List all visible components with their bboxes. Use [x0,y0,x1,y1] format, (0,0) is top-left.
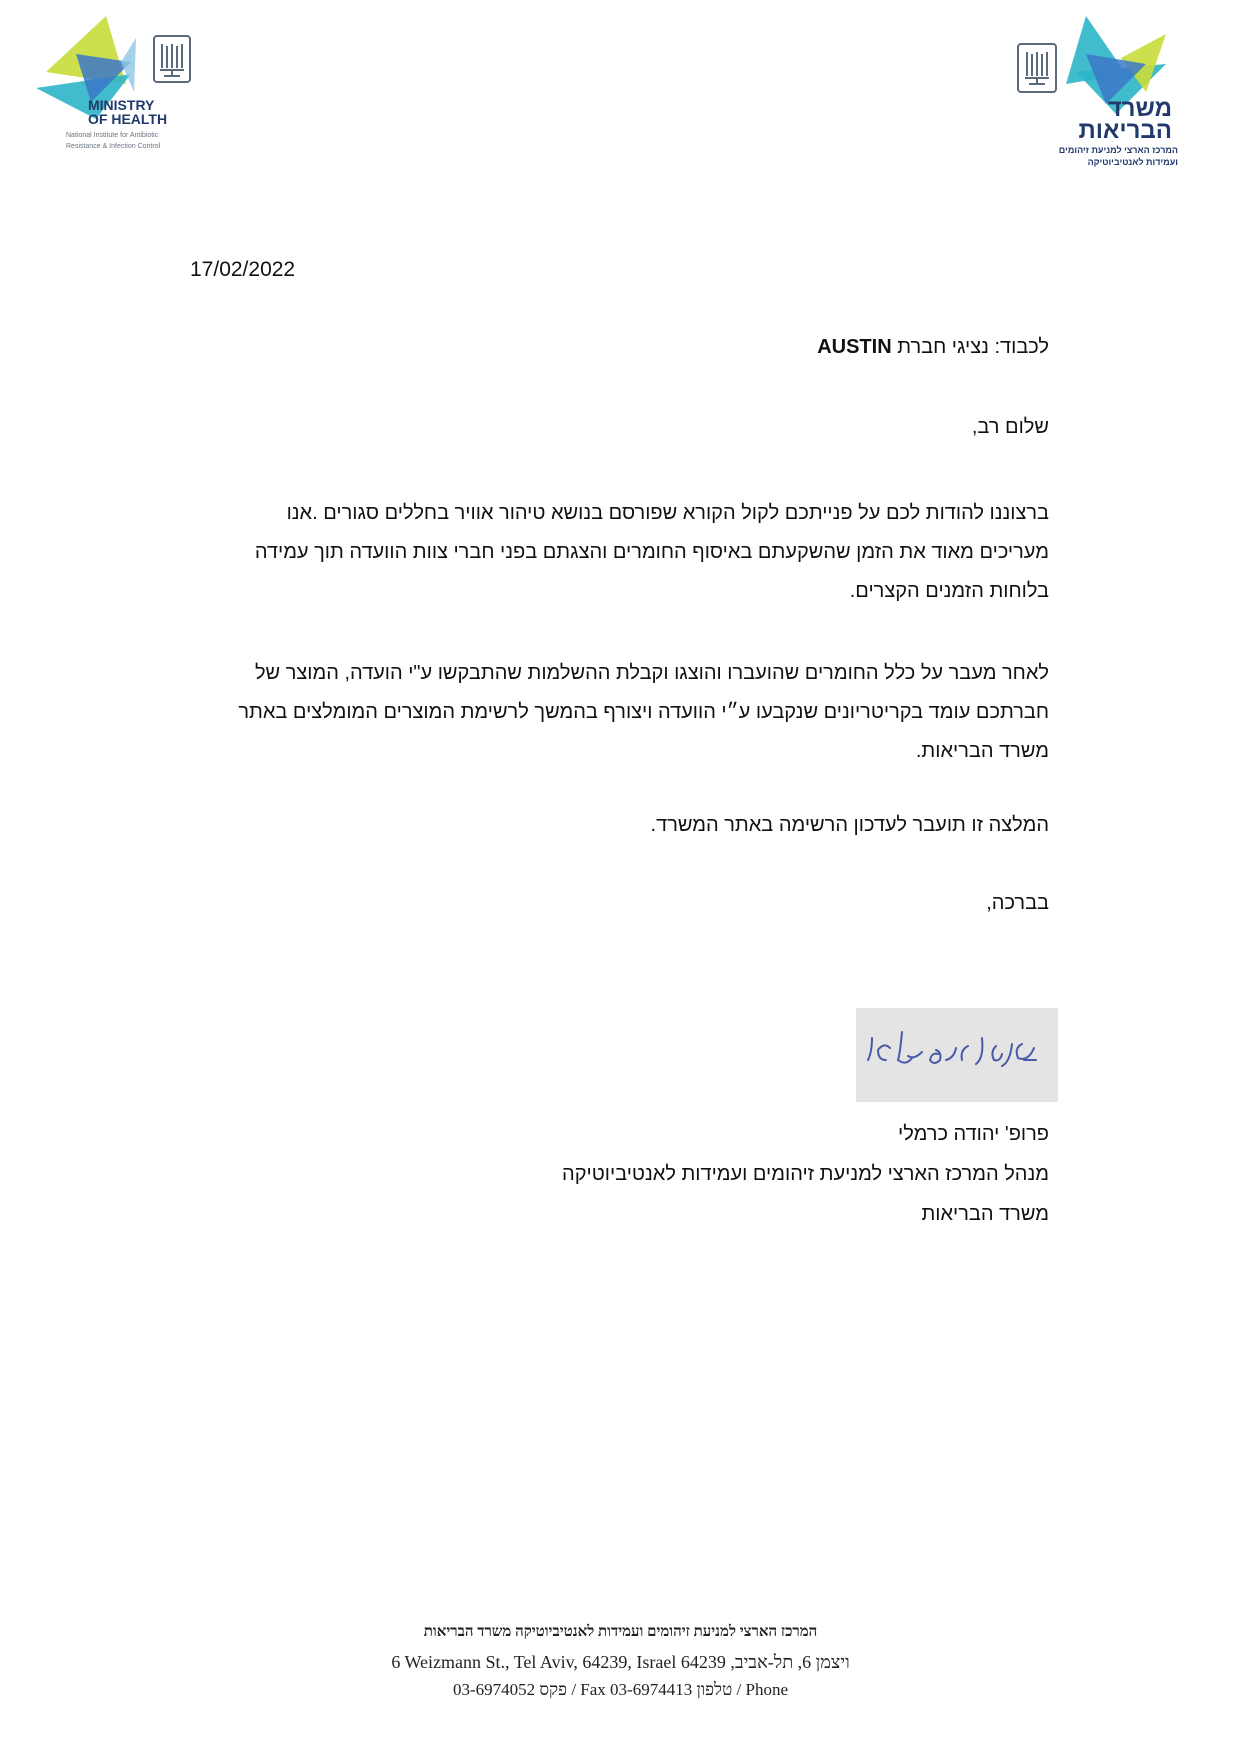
greeting: שלום רב, [971,416,1049,438]
signer-title: מנהל המרכז הארצי למניעת זיהומים ועמידות לאנטיביוטיקה [562,1163,1049,1185]
paragraph-line: מעריכים מאוד את הזמן שהשקעתם באיסוף החומרים והצגתם בפני חברי צוות הוועדה תוך עמידה [254,541,1049,563]
paragraph-line: ברצוננו להודות לכם על פנייתכם לקול הקורא שפורסם בנושא טיהור אוויר בחללים סגורים .אנו [286,502,1049,524]
company-name: AUSTIN [817,336,892,358]
logo-hebrew-institute-line2: ועמידות לאנטיביוטיקה [1087,157,1178,167]
paragraph-recommendation: המלצה זו תועבר לעדכון הרשימה באתר המשרד. [650,814,1049,836]
logo-of-health-text: OF HEALTH [88,111,168,127]
footer-contact: 03-6974052 פקס / Fax 03-6974413 טלפון / Phone [452,1680,789,1699]
paragraph-thanks [209,494,1049,611]
logo-hebrew-institute-line1: המרכז הארצי למניעת זיהומים [1058,145,1178,155]
handwritten-signature-icon [856,1008,1058,1102]
logo-hebrew-ministry-text: משרד [1107,95,1172,122]
signer-block [562,1114,1049,1234]
closing: בברכה, [986,892,1049,914]
addressee-line [817,336,1049,359]
paragraph-line: בלוחות הזמנים הקצרים. [849,580,1049,602]
logo-ministry-text: MINISTRY [88,97,155,113]
footer-institute-name: המרכז הארצי למניעת זיהומים ועמידות לאנטיביוטיקה משרד הבריאות [423,1624,818,1640]
letter-date: 17/02/2022 [190,258,296,281]
signature-image [856,1008,1058,1102]
signer-organization: משרד הבריאות [921,1203,1049,1225]
footer-address: 6 Weizmann St., Tel Aviv, 64239, Israel 64239 ,ויצמן 6, תל-אביב [391,1652,850,1672]
paragraph-line: לאחר מעבר על כלל החומרים שהועברו והוצגו וקבלת ההשלמות שהתבקשו ע"י הועדה, המוצר של [254,662,1049,684]
addressee-prefix: לכבוד: נציגי חברת [897,336,1049,358]
paragraph-line: חברתכם עומד בקריטריונים שנקבעו ע״י הוועדה ויצורף בהמשך לרשימת המוצרים המומלצים באתר [238,701,1049,723]
paragraph-line: משרד הבריאות. [915,740,1049,762]
paragraph-approval [193,654,1049,771]
ministry-of-health-logo-english [36,14,206,174]
ministry-of-health-logo-hebrew [1016,14,1208,174]
signer-name: פרופ' יהודה כרמלי [898,1123,1049,1145]
logo-institute-line1: National Institute for Antibiotic [66,132,159,139]
logo-hebrew-health-text: הבריאות [1078,117,1172,144]
logo-institute-line2: Resistance & Infection Control [66,143,161,150]
